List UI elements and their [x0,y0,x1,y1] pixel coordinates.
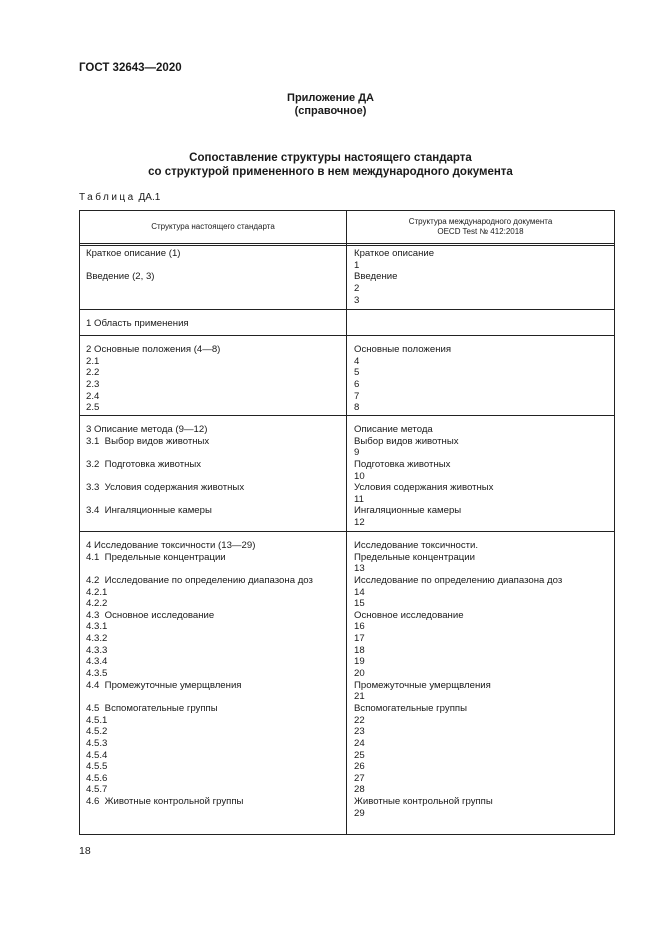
table-line: 19 [354,656,365,668]
column-divider [346,211,347,834]
table-line [86,283,181,295]
table-line: 4.2.1 [86,586,108,598]
table-line: 2.3 [86,378,100,390]
table-line: Исследование по определению диапазона доз [354,574,563,586]
table-line: 4.5.6 [86,772,108,784]
table-line: 4.5.4 [86,749,108,761]
standard-code: ГОСТ 32643—2020 [79,62,182,74]
table-line: 3.4 Ингаляционные камеры [86,505,212,517]
table-line: 13 [354,563,365,575]
table-label-word: Таблица [79,192,136,203]
column-header-right-line1: Структура международного документа [408,217,553,226]
section-4-right-column [354,424,493,529]
table-line: 22 [354,714,365,726]
table-line: 4.3.4 [86,656,108,668]
table-label-number: ДА.1 [138,192,161,203]
table-line: 4 Исследование токсичности (13—29) [86,540,256,551]
section-1-left-column [86,248,181,306]
section-3-right-column [354,344,451,414]
table-line: 4.3.1 [86,621,108,633]
table-line: 4.3 Основное исследование [86,609,215,621]
table-label [79,192,160,203]
row-separator [80,415,614,416]
table-line: 15 [354,598,365,610]
table-line: Введение (2, 3) [86,271,155,283]
table-line: 2 Основные положения (4—8) [86,344,221,355]
table-line: 23 [354,726,365,738]
table-line: 4.3.2 [86,633,108,645]
header-separator [80,243,614,246]
table-line: 29 [354,807,365,819]
table-line [86,260,181,272]
table-line: 21 [354,691,365,703]
table-line: 10 [354,470,365,482]
table-line: 6 [354,378,360,390]
column-header-right-line2: OECD Test № 412:2018 [437,227,524,236]
table-line: 4.1 Предельные концентрации [86,551,226,563]
table-line: 11 [354,493,364,505]
row-separator [80,309,614,310]
table-line [86,517,244,529]
table-line: 4.2.2 [86,598,108,610]
section-5-right-column [354,540,562,819]
table-line: 3.3 Условия содержания животных [86,482,245,494]
table-line: 4.5.1 [86,714,108,726]
table-line: 3 Описание метода (9—12) [86,424,208,435]
column-header-left-text: Структура настоящего стандарта [151,222,275,231]
table-line: 4.4 Промежуточные умерщвления [86,679,242,691]
section-5-left-column [86,540,313,819]
table-line: Подготовка животных [354,458,451,470]
table-line: 4.3.5 [86,668,108,680]
table-line: 8 [354,402,360,414]
page-number: 18 [79,845,91,857]
table-line: 2.1 [86,355,100,367]
table-line: 4.5 Вспомогательные группы [86,702,218,714]
table-line: 14 [354,586,365,598]
table-line [86,295,181,307]
table-line: 1 [354,259,360,271]
table-line: 24 [354,737,365,749]
table-line: Краткое описание [354,248,435,259]
document-title-line2: со структурой примененного в нем международного документа [148,166,513,178]
table-line: Выбор видов животных [354,435,459,447]
column-header-right [347,211,614,243]
table-line: Введение [354,271,398,283]
table-line: 28 [354,784,365,796]
table-line [86,563,313,575]
table-line: 4.6 Животные контрольной группы [86,796,244,808]
table-line: 17 [354,633,365,645]
table-line: 27 [354,772,365,784]
table-line: Описание метода [354,424,433,435]
table-line: Вспомогательные группы [354,702,467,714]
table-line: 4.3.3 [86,644,108,656]
table-line: Ингаляционные камеры [354,505,462,517]
table-line: Промежуточные умерщвления [354,679,491,691]
table-line: 18 [354,644,365,656]
table-line: 9 [354,447,360,459]
table-line: 5 [354,367,360,379]
table-line: Животные контрольной группы [354,796,493,808]
table-line: 4.5.7 [86,784,108,796]
table-line: 2.5 [86,402,100,414]
table-line: Исследование токсичности. [354,540,479,551]
table-line: 4 [354,355,360,367]
table-line [86,471,244,483]
table-line [86,808,313,820]
table-line: 16 [354,621,365,633]
table-line: Основные положения [354,344,452,355]
row-separator [80,531,614,532]
section-1-right-column [354,248,434,306]
table-line: 26 [354,761,365,773]
table-line: Предельные концентрации [354,551,475,563]
table-line: 3.1 Выбор видов животных [86,435,210,447]
table-line: 7 [354,390,360,402]
table-line: 20 [354,668,365,680]
table-line: 2.2 [86,367,100,379]
section-3-left-column [86,344,220,414]
table-line: Краткое описание (1) [86,248,181,259]
table-line: 1 Область применения [86,318,189,329]
table-line [86,447,244,459]
table-line [86,494,244,506]
table-line: 25 [354,749,365,761]
table-line: 3 [354,294,360,306]
table-line: 2.4 [86,390,100,402]
table-line [86,691,313,703]
table-line: 2 [354,282,360,294]
section-2-left-column [86,318,189,330]
section-4-left-column [86,424,244,529]
table-line: Условия содержания животных [354,482,494,494]
row-separator [80,335,614,336]
comparison-table [79,210,615,835]
appendix-note: (справочное) [294,105,367,117]
column-header-left [80,211,346,243]
table-line: 12 [354,517,365,529]
table-line: 4.5.2 [86,726,108,738]
table-line: 4.2 Исследование по определению диапазона доз [86,574,313,586]
table-line: 4.5.3 [86,737,108,749]
document-title-line1: Сопоставление структуры настоящего стандарта [189,152,472,164]
table-line: Основное исследование [354,609,464,621]
appendix-title: Приложение ДА [287,92,374,104]
table-line: 3.2 Подготовка животных [86,458,202,470]
table-line: 4.5.5 [86,761,108,773]
